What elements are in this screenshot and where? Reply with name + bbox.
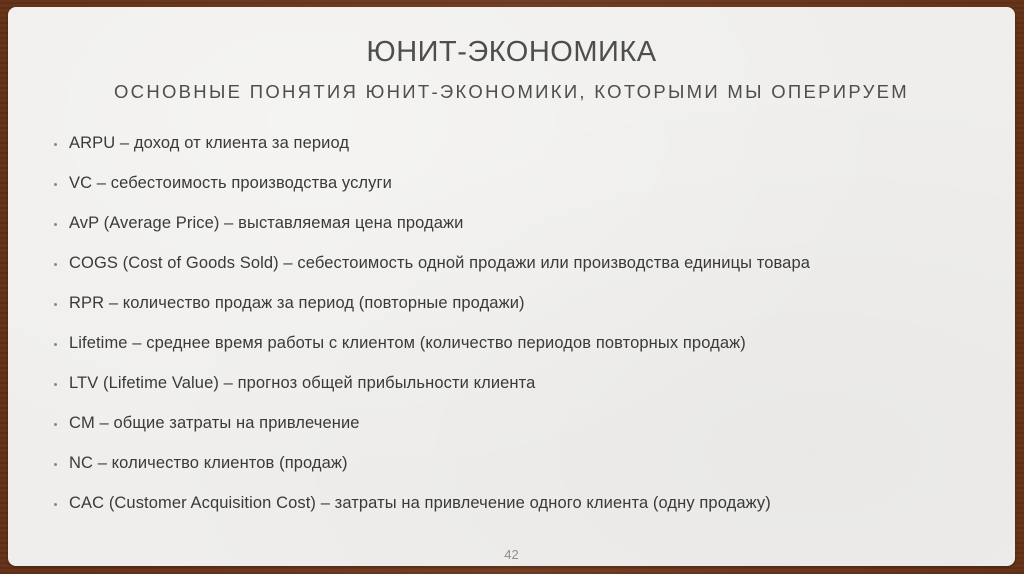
bullet-icon [54, 303, 57, 306]
bullet-icon [54, 143, 57, 146]
bullet-text: ARPU – доход от клиента за период [69, 133, 350, 152]
bullet-list [54, 123, 810, 523]
bullet-text: VC – себестоимость производства услуги [69, 173, 392, 192]
bullet-icon [54, 383, 57, 386]
bullet-icon [54, 503, 57, 506]
slide-panel [8, 7, 1015, 566]
bullet-text: NC – количество клиентов (продаж) [69, 453, 348, 472]
bullet-icon [54, 463, 57, 466]
list-item [54, 203, 810, 243]
list-item [54, 243, 810, 283]
list-item [54, 403, 810, 443]
list-item [54, 363, 810, 403]
bullet-text: LTV (Lifetime Value) – прогноз общей прибыльности клиента [69, 373, 536, 392]
bullet-icon [54, 343, 57, 346]
bullet-icon [54, 423, 57, 426]
list-item [54, 123, 810, 163]
bullet-icon [54, 223, 57, 226]
bullet-icon [54, 183, 57, 186]
bullet-text: CM – общие затраты на привлечение [69, 413, 360, 432]
list-item [54, 283, 810, 323]
bullet-text: COGS (Cost of Goods Sold) – себестоимость одной продажи или производства единицы товара [69, 253, 811, 272]
slide-title: ЮНИТ-ЭКОНОМИКА [366, 36, 657, 68]
list-item [54, 443, 810, 483]
list-item [54, 323, 810, 363]
page-number: 42 [504, 547, 519, 562]
bullet-text: RPR – количество продаж за период (повторные продажи) [69, 293, 525, 312]
list-item [54, 163, 810, 203]
bullet-text: CAC (Customer Acquisition Cost) – затраты на привлечение одного клиента (одну продажу) [69, 493, 771, 512]
slide-subtitle: ОСНОВНЫЕ ПОНЯТИЯ ЮНИТ-ЭКОНОМИКИ, КОТОРЫМИ МЫ ОПЕРИРУЕМ [113, 81, 910, 102]
list-item [54, 483, 810, 523]
bullet-text: Lifetime – среднее время работы с клиентом (количество периодов повторных продаж) [69, 333, 746, 352]
bullet-text: AvP (Average Price) – выставляемая цена продажи [69, 213, 464, 232]
bullet-icon [54, 263, 57, 266]
